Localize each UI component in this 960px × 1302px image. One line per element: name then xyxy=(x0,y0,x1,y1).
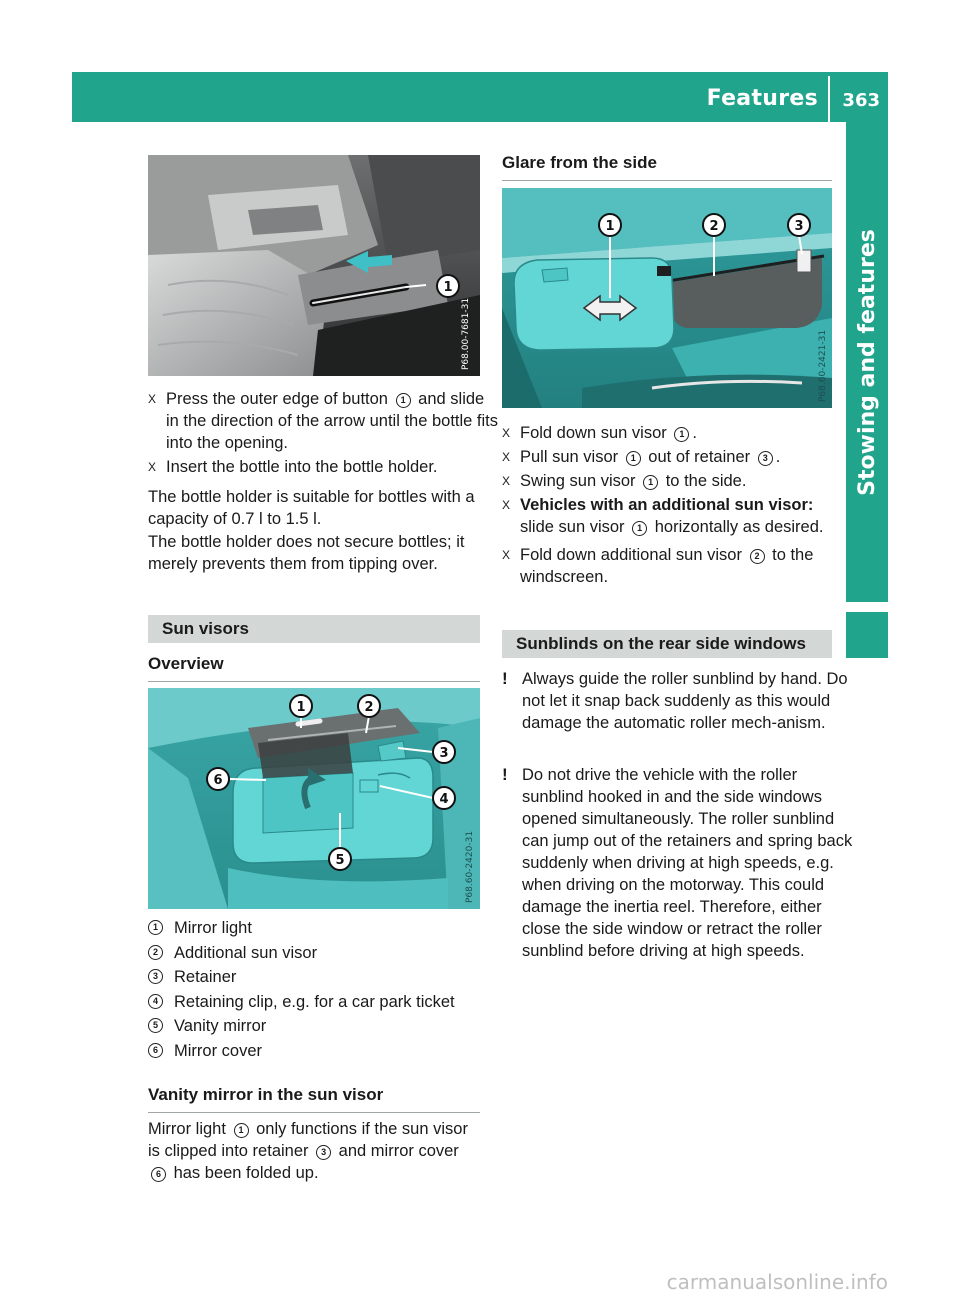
photo2-callout-2: 2 xyxy=(364,700,374,715)
photo3-callout-1: 1 xyxy=(605,219,615,234)
sun-visor-overview-photo xyxy=(148,688,480,909)
bullet-arrow-icon: X xyxy=(502,498,511,512)
photo3-code: P68.60-2421-31 xyxy=(818,329,828,402)
bullet-arrow-icon: X xyxy=(502,450,511,464)
bullet-arrow-icon: X xyxy=(148,460,157,474)
bottle-holder-photo xyxy=(148,155,480,376)
photo3-callout-3: 3 xyxy=(794,219,804,234)
header-bar xyxy=(72,72,888,122)
photo1-callout-1: 1 xyxy=(443,280,453,295)
legend-item: 2 Additional sun visor xyxy=(148,941,482,966)
photo1-code: P68.00-7681-31 xyxy=(461,297,471,370)
callout-ref: 3 xyxy=(316,1145,331,1160)
list-item: X Pull sun visor 1 out of retainer 3 . xyxy=(502,448,781,466)
photo2-callout-1: 1 xyxy=(296,700,306,715)
callout-ref: 1 xyxy=(626,451,641,466)
side-tab-label: Stowing and features xyxy=(854,228,880,496)
glare-from-side-photo xyxy=(502,188,832,408)
list-item: X Vehicles with an additional sun visor: slide sun visor 1 horizontally as desired. xyxy=(502,496,824,536)
legend-item: 4 Retaining clip, e.g. for a car park ticket xyxy=(148,990,482,1015)
callout-ref: 3 xyxy=(758,451,773,466)
warning-icon: ! xyxy=(502,765,508,784)
callout-ref: 1 xyxy=(396,393,411,408)
warning-note: ! Do not drive the vehicle with the roller sunblind hooked in and the side windows opened simultaneously. The roller sunblind can jump out of the retainers and spring back suddenly when driving at high speeds, e.g. when driving on the motorway. This could damage the inertia reel. Therefore, either close the side window or retract the roller sunblind before driving at high speeds. xyxy=(502,765,853,960)
callout-ref: 1 xyxy=(674,427,689,442)
photo3-callout-2: 2 xyxy=(709,219,719,234)
callout-ref: 1 xyxy=(632,521,647,536)
header-title: Features xyxy=(706,86,818,111)
legend-item: 1 Mirror light xyxy=(148,916,482,941)
bullet-arrow-icon: X xyxy=(502,548,511,562)
header-separator xyxy=(828,76,830,122)
watermark: carmanualsonline.info xyxy=(666,1270,888,1294)
side-tab-label-wrap xyxy=(846,122,888,602)
warning-note: ! Always guide the roller sunblind by hand. Do not let it snap back suddenly as this would damage the automatic roller mech-anism. xyxy=(502,669,848,732)
warning-icon: ! xyxy=(502,669,508,688)
list-item: X Fold down sun visor 1 . xyxy=(502,424,697,442)
section-heading: Sunblinds on the rear side windows xyxy=(502,630,832,658)
callout-ref: 2 xyxy=(750,549,765,564)
legend-item: 3 Retainer xyxy=(148,965,482,990)
paragraph: The bottle holder is suitable for bottles with a capacity of 0.7 l to 1.5 l. xyxy=(148,488,475,528)
page-number: 363 xyxy=(842,90,880,111)
list-item: X Insert the bottle into the bottle holder. xyxy=(148,458,438,476)
subheading: Overview xyxy=(148,654,480,682)
legend-list xyxy=(148,916,482,1063)
legend-item: 5 Vanity mirror xyxy=(148,1014,482,1039)
list-item: X Press the outer edge of button 1 and slide in the direction of the arrow until the bottle fits into the opening. xyxy=(148,390,499,452)
callout-ref: 1 xyxy=(643,475,658,490)
legend-item: 6 Mirror cover xyxy=(148,1039,482,1064)
list-item: X Fold down additional sun visor 2 to the windscreen. xyxy=(502,546,814,586)
photo2-callout-6: 6 xyxy=(213,773,223,788)
photo2-callout-4: 4 xyxy=(439,792,449,807)
paragraph: The bottle holder does not secure bottles; it merely prevents them from tipping over. xyxy=(148,533,465,573)
bullet-arrow-icon: X xyxy=(502,474,511,488)
subheading: Vanity mirror in the sun visor xyxy=(148,1085,480,1113)
subheading: Glare from the side xyxy=(502,153,832,181)
photo2-code: P68.60-2420-31 xyxy=(465,830,475,903)
bullet-arrow-icon: X xyxy=(502,426,511,440)
list-item: X Swing sun visor 1 to the side. xyxy=(502,472,747,490)
paragraph: Mirror light 1 only functions if the sun visor is clipped into retainer 3 and mirror cover 6 has been folded up. xyxy=(148,1120,468,1182)
callout-ref: 1 xyxy=(234,1123,249,1138)
photo2-callout-5: 5 xyxy=(335,853,345,868)
side-tab-block xyxy=(846,612,888,658)
section-heading: Sun visors xyxy=(148,615,480,643)
callout-ref: 6 xyxy=(151,1167,166,1182)
photo2-callout-3: 3 xyxy=(439,746,449,761)
bullet-arrow-icon: X xyxy=(148,392,157,406)
